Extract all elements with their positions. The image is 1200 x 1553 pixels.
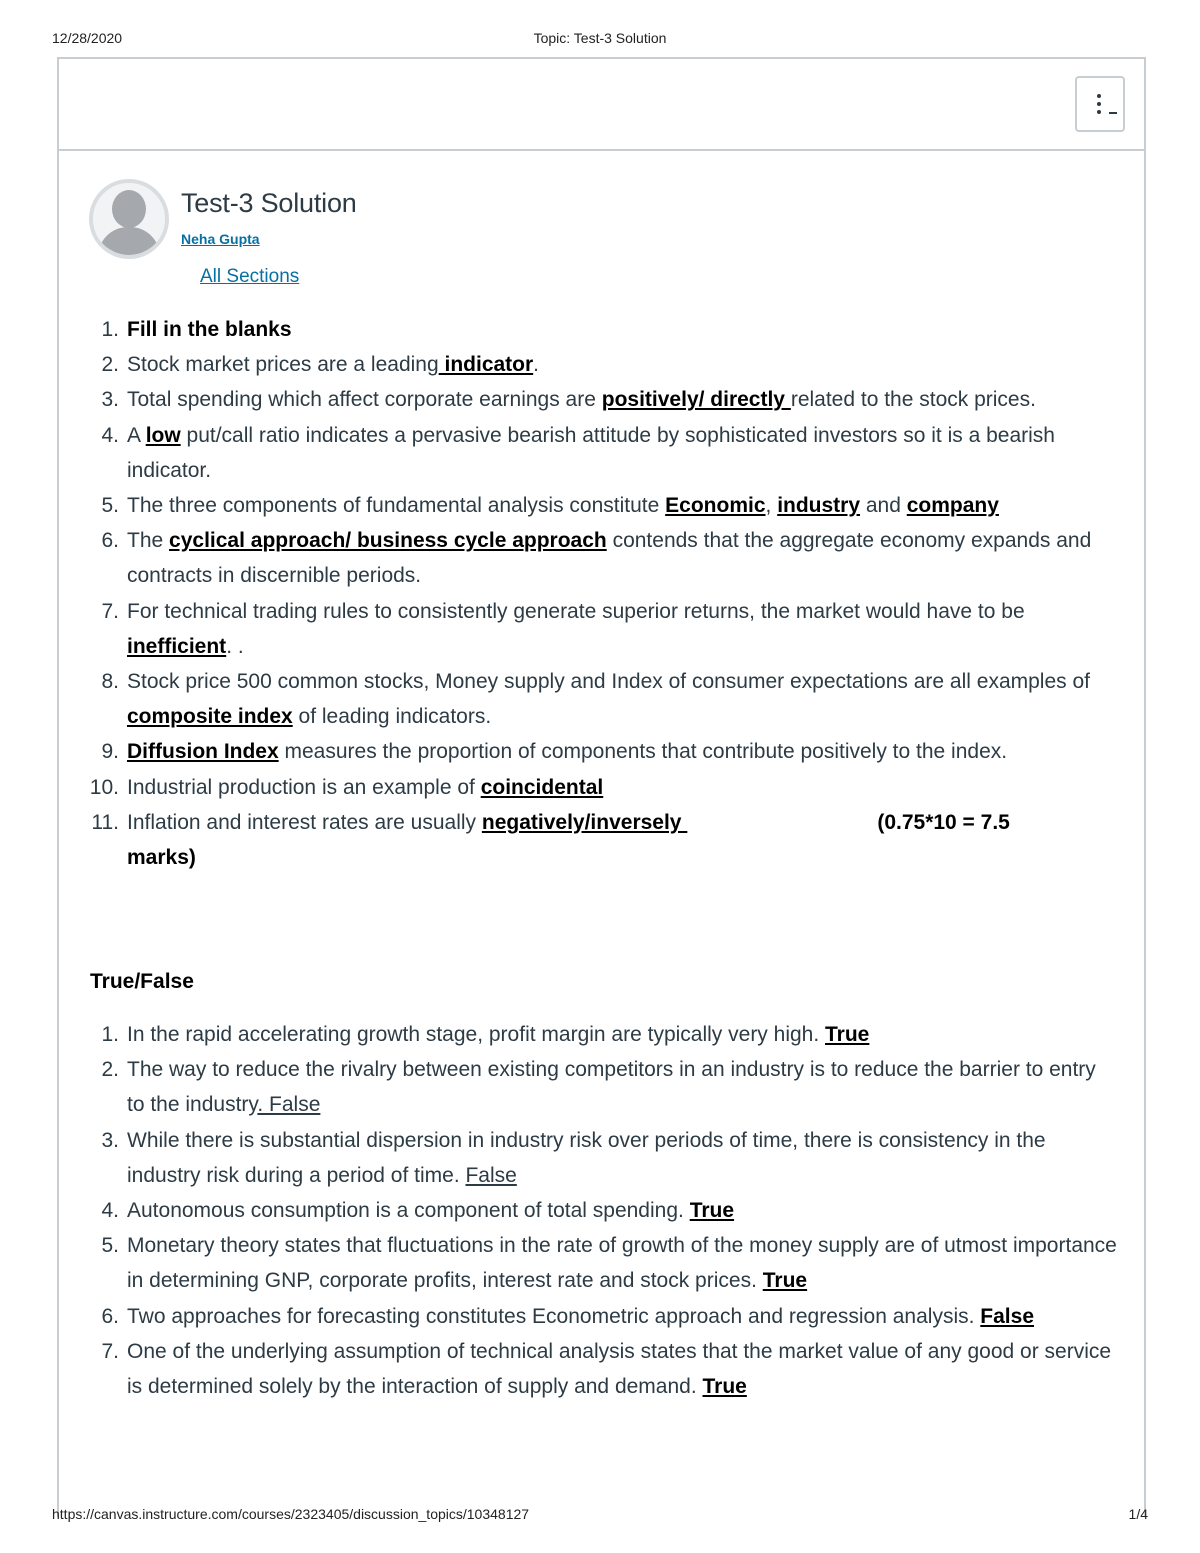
list-item: 6. The cyclical approach/ business cycle approach contends that the aggregate economy expands and contracts in discernible periods. — [101, 529, 1092, 588]
list-item: 11. Inflation and interest rates are usually negatively/inversely (0.75*10 = 7.5 marks) — [91, 810, 1010, 870]
print-footer — [0, 1506, 1200, 1526]
list-item: 4. Autonomous consumption is a component of total spending. True — [101, 1199, 735, 1223]
list-item: 2. The way to reduce the rivalry between existing competitors in an industry is to reduce the barrier to entry to the industry. False — [101, 1058, 1096, 1117]
list-item: 8. Stock price 500 common stocks, Money supply and Index of consumer expectations are all examples of composite index of leading indicators. — [101, 670, 1090, 729]
marks-note: (0.75*10 = 7.5 — [877, 810, 1010, 834]
list-item: 2. Stock market prices are a leading indicator. — [101, 353, 540, 377]
true-false-heading: True/False — [90, 970, 194, 993]
list-item: 5. The three components of fundamental analysis constitute Economic, industry and company — [101, 494, 999, 518]
discussion-toolbar — [59, 59, 1144, 151]
print-page-number: 1/4 — [1128, 1506, 1148, 1522]
kebab-menu-icon — [1097, 94, 1103, 118]
list-item: 1. In the rapid accelerating growth stage, profit margin are typically very high. True — [101, 1023, 870, 1046]
list-item: 7. One of the underlying assumption of technical analysis states that the market value of any good or service is determined solely by the interaction of supply and demand. True — [101, 1339, 1112, 1399]
list-item: 1. Fill in the blanks — [101, 318, 292, 341]
print-page-title: Topic: Test-3 Solution — [533, 30, 667, 46]
post-title: Test-3 Solution — [181, 188, 357, 218]
caret-icon — [1109, 112, 1117, 114]
all-sections-link[interactable]: All Sections — [200, 266, 300, 287]
author-link[interactable]: Neha Gupta — [181, 231, 260, 247]
list-item: 10. Industrial production is an example of coincidental — [89, 775, 604, 799]
print-date: 12/28/2020 — [52, 30, 123, 46]
list-item: 3. Total spending which affect corporate earnings are positively/ directly related to the stock prices. — [101, 388, 1036, 412]
list-item: 4. A low put/call ratio indicates a pervasive bearish attitude by sophisticated investors so it is a bearish indicator. — [101, 423, 1055, 482]
list-item: 7. For technical trading rules to consistently generate superior returns, the market would have to be inefficient. . — [101, 599, 1025, 658]
user-avatar-icon[interactable] — [89, 179, 169, 259]
print-header — [0, 28, 1200, 48]
true-false-list — [88, 1017, 1118, 1404]
list-item: 5. Monetary theory states that fluctuations in the rate of growth of the money supply are of utmost importance in determining GNP, corporate profits, interest rate and stock prices. True — [101, 1234, 1117, 1293]
list-item: 9. Diffusion Index measures the proportion of components that contribute positively to the index. — [101, 740, 1008, 764]
list-item: 3. While there is substantial dispersion in industry risk over periods of time, there is consistency in the industry risk during a period of time. False — [101, 1128, 1046, 1187]
fill-in-blanks-list — [88, 312, 1118, 875]
kebab-menu-button[interactable] — [1075, 76, 1125, 132]
print-url: https://canvas.instructure.com/courses/2323405/discussion_topics/10348127 — [52, 1506, 530, 1522]
list-item: 6. Two approaches for forecasting constitutes Econometric approach and regression analysis. False — [101, 1304, 1034, 1328]
